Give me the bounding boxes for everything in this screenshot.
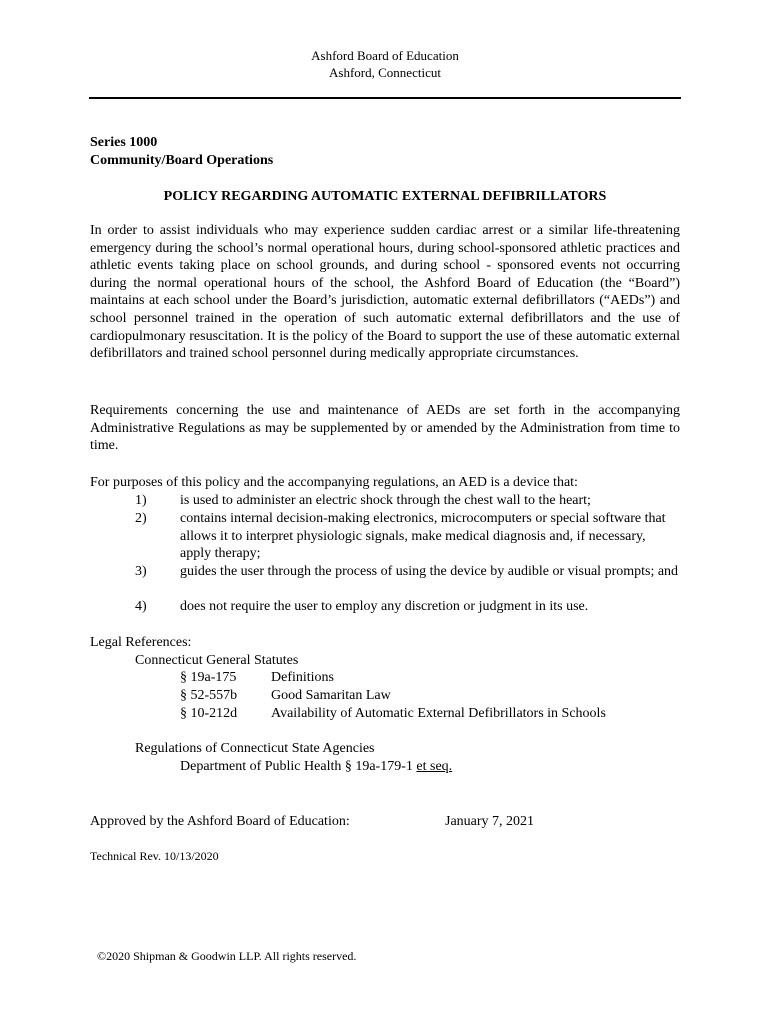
- statute-row: [180, 687, 391, 705]
- header-divider: [89, 97, 681, 99]
- series-number: Series 1000: [90, 135, 158, 150]
- et-seq-link: et seq.: [416, 759, 453, 774]
- statute-description: Definitions: [271, 670, 334, 685]
- approval-date: January 7, 2021: [445, 814, 535, 829]
- regulations-heading: Regulations of Connecticut State Agencies: [135, 741, 375, 756]
- technical-revision: Technical Rev. 10/13/2020: [90, 849, 219, 863]
- copyright-notice: ©2020 Shipman & Goodwin LLP. All rights reserved.: [97, 949, 357, 963]
- aed-intro: For purposes of this policy and the accompanying regulations, an AED is a device that:: [90, 475, 578, 490]
- policy-title: POLICY REGARDING AUTOMATIC EXTERNAL DEFIBRILLATORS: [163, 189, 607, 204]
- header-org: Ashford Board of Education: [311, 48, 459, 63]
- list-text: is used to administer an electric shock through the chest wall to the heart;: [180, 493, 591, 508]
- list-number: 1): [135, 493, 147, 508]
- approval-label: Approved by the Ashford Board of Education:: [90, 814, 350, 829]
- statute-row: [180, 669, 334, 687]
- statutes-heading: Connecticut General Statutes: [135, 653, 299, 668]
- statute-section: § 52-557b: [180, 688, 238, 703]
- legal-heading: Legal References:: [90, 635, 192, 650]
- statute-description: Good Samaritan Law: [271, 688, 391, 703]
- list-number: 4): [135, 599, 147, 614]
- requirements-paragraph: Requirements concerning the use and maintenance of AEDs are set forth in the accompanying Administrative Regulations as may be supplemented by or amended by the Administration from time to time.: [90, 403, 680, 454]
- list-text: guides the user through the process of using the device by audible or visual prompts; and: [180, 564, 679, 579]
- statute-row: [180, 705, 606, 723]
- approval-line: [90, 813, 680, 831]
- intro-paragraph: In order to assist individuals who may experience sudden cardiac arrest or a similar life-threatening emergency during the school’s normal operational hours, during school-sponsored athletic practices and athletic events taking place on school grounds, and during school - sponsored events not occurring during the normal operational hours of the school, the Ashford Board of Education (the “Board”) maintains at each school under the Board’s jurisdiction, automatic external defibrillators (“AEDs”) and school personnel trained in the operation of such automatic external defibrillators and the use of cardiopulmonary resuscitation. It is the policy of the Board to support the use of these automatic external defibrillators and trained school personnel during medically appropriate circumstances.: [90, 223, 680, 362]
- header-location: Ashford, Connecticut: [329, 65, 441, 80]
- regulations-text: Department of Public Health § 19a-179-1: [180, 759, 413, 774]
- list-number: 3): [135, 564, 147, 579]
- aed-definition: [90, 474, 680, 624]
- list-text: does not require the user to employ any discretion or judgment in its use.: [180, 599, 589, 614]
- statute-section: § 19a-175: [180, 670, 237, 685]
- list-number: 2): [135, 511, 147, 526]
- statute-section: § 10-212d: [180, 706, 238, 721]
- legal-references: [90, 634, 680, 784]
- statute-description: Availability of Automatic External Defibrillators in Schools: [271, 706, 606, 721]
- list-text: contains internal decision-making electronics, microcomputers or special software that allows it to interpret physiologic signals, make medical diagnosis and, if necessary, apply therapy;: [180, 511, 666, 562]
- regulations-citation: [180, 758, 452, 776]
- series-category: Community/Board Operations: [90, 153, 274, 168]
